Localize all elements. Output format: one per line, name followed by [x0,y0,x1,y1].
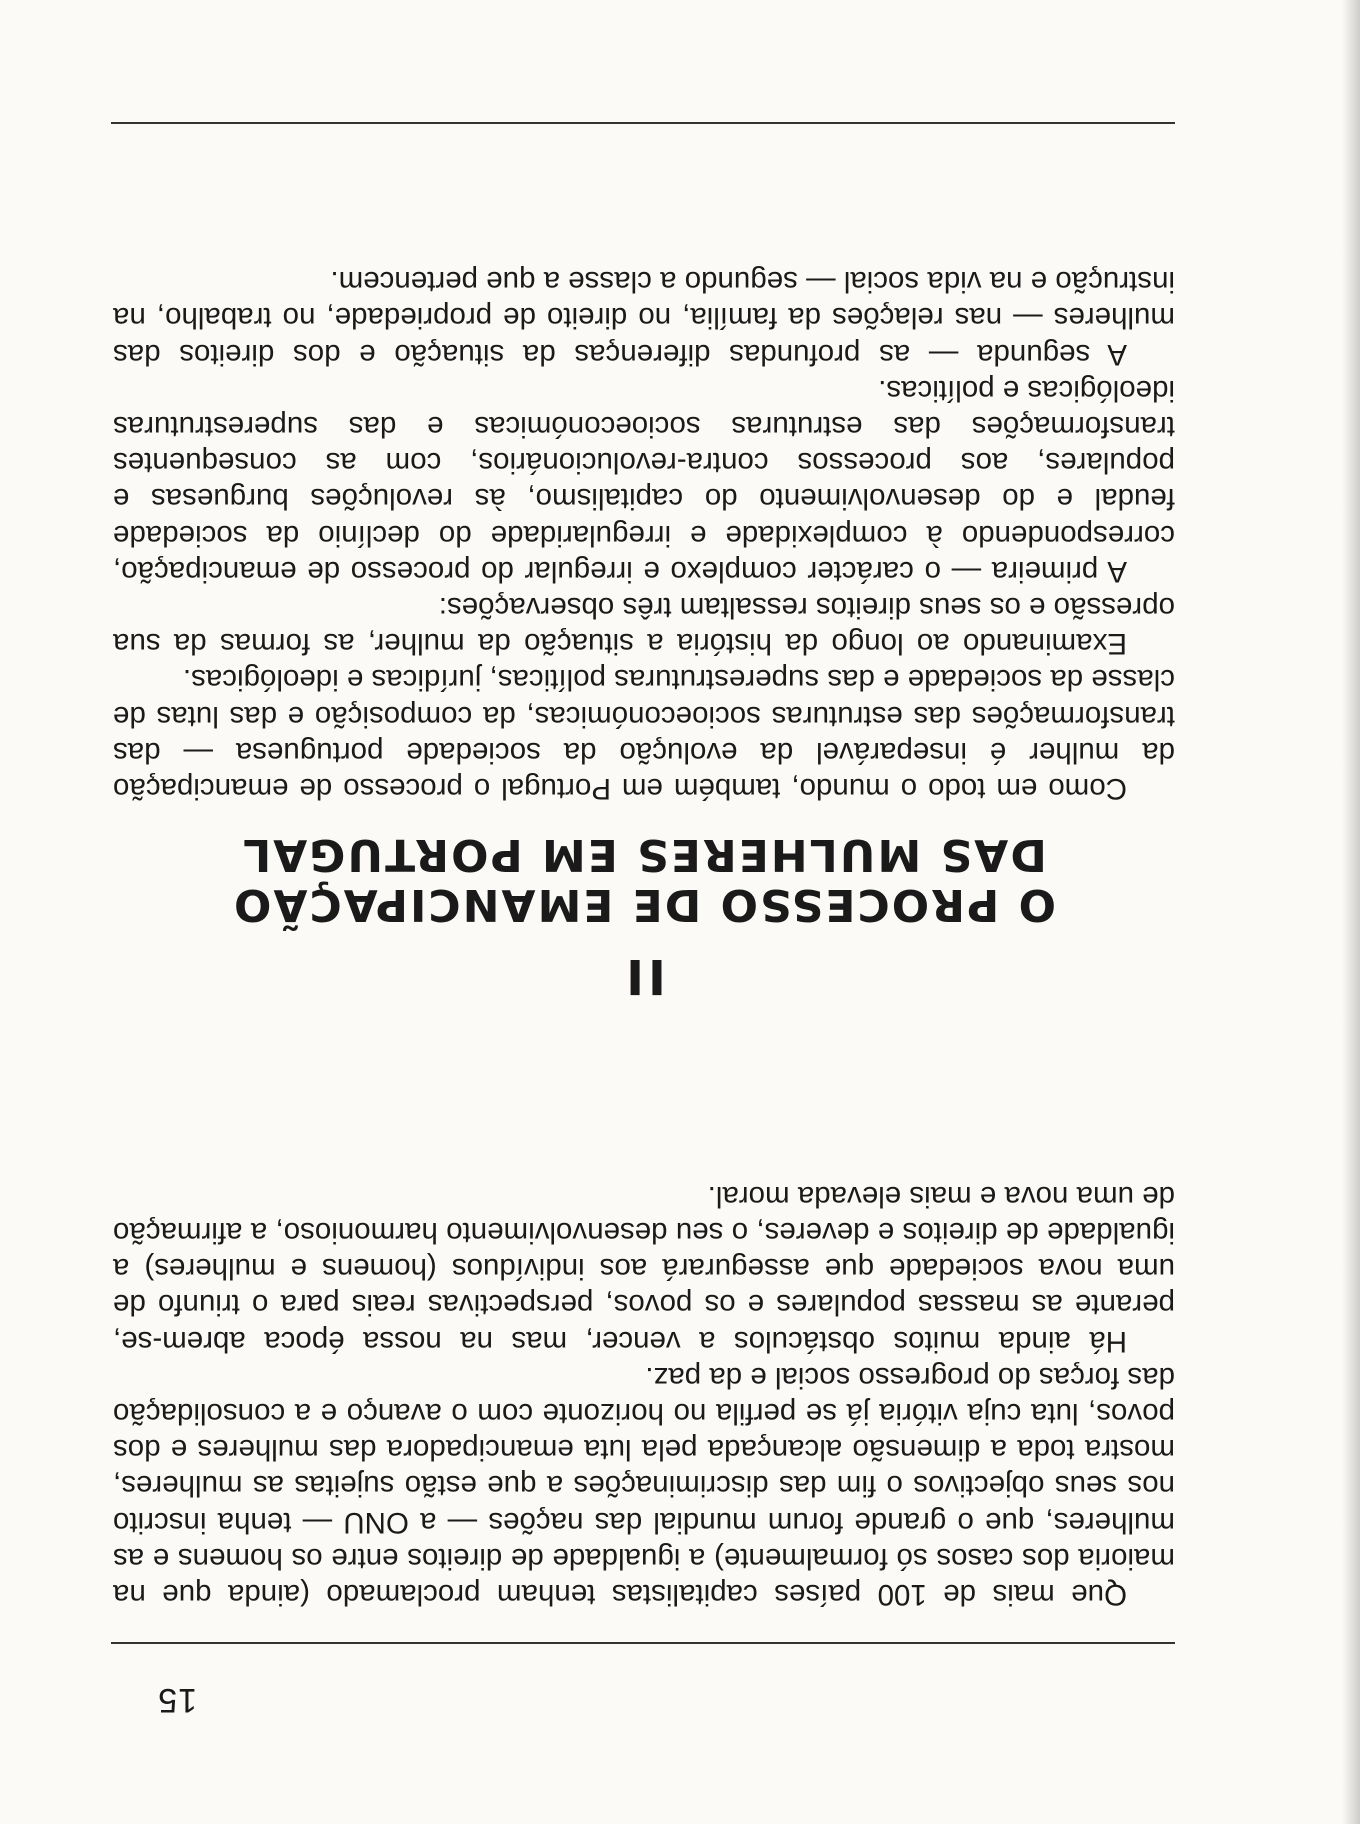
bottom-rule [111,122,1175,124]
chapter-title-line-1: O PROCESSO DE EMANCIPAÇÃO [231,879,1057,930]
body-paragraph-1: Como em todo o mundo, também em Portugal o processo de emancipação da mulher é inseparável da evolução da sociedade portuguesa — das transformações das estruturas socioeconómicas, da composição e das lutas de classe da sociedade e das superestruturas políticas, jurídicas e ideológicas. [113,663,1175,805]
chapter-number: II [622,948,666,1004]
page-number: 15 [157,1681,197,1719]
intro-paragraph-2: Há ainda muitos obstáculos a vencer, mas na nossa época abrem-se, perante as massas populares e os povos, perspectivas reais para o triunfo de uma nova sociedade que assegurará aos indivíduos (homens e mulheres) a igualdade de direitos e deveres, o seu desenvolvimento harmonioso, a afirmação de uma nova e mais elevada moral. [113,1179,1175,1358]
body-paragraph-3: A primeira — o carácter complexo e irregular do processo de emancipação, correspondendo à complexidade e irregularidade do declínio da sociedade feudal e do desenvolvimento do capitalismo, às revoluções burguesas e populares, aos processos contra-revolucionários, com as consequentes transformações das estruturas socioeconómicas e das superestruturas ideológicas e políticas. [113,373,1175,588]
chapter-body [113,263,1175,806]
intro-paragraph-1: Que mais de 100 países capitalistas tenham proclamado (ainda que na maioria dos casos só formalmente) a igualdade de direitos entre os homens e as mulheres, que o grande forum mundial das nações — a ONU — tenha inscrito nos seus objectivos o fim das discriminações a que estão sujeitas as mulheres, mostra toda a dimensão alcançada pela luta emancipadora das mulheres e dos povos, luta cuja vitória já se perfila no horizonte com o avanço e a consolidação das forças do progresso social e da paz. [113,1360,1175,1611]
chapter-title-line-2: DAS MULHERES EM PORTUGAL [241,829,1047,880]
body-paragraph-2: Examinando ao longo da história a situação da mulher, as formas da sua opressão e os seus direitos ressaltam três observações: [113,590,1175,661]
body-paragraph-4: A segunda — as profundas diferenças da situação e dos direitos das mulheres — nas relações da família, no direito de propriedade, no trabalho, na instrução e na vida social — segundo a classe a que pertencem. [113,265,1175,371]
top-rule [111,1642,1175,1644]
chapter-title [113,829,1175,929]
page-edge-shadow [1342,0,1360,1824]
intro-text [113,1178,1175,1612]
